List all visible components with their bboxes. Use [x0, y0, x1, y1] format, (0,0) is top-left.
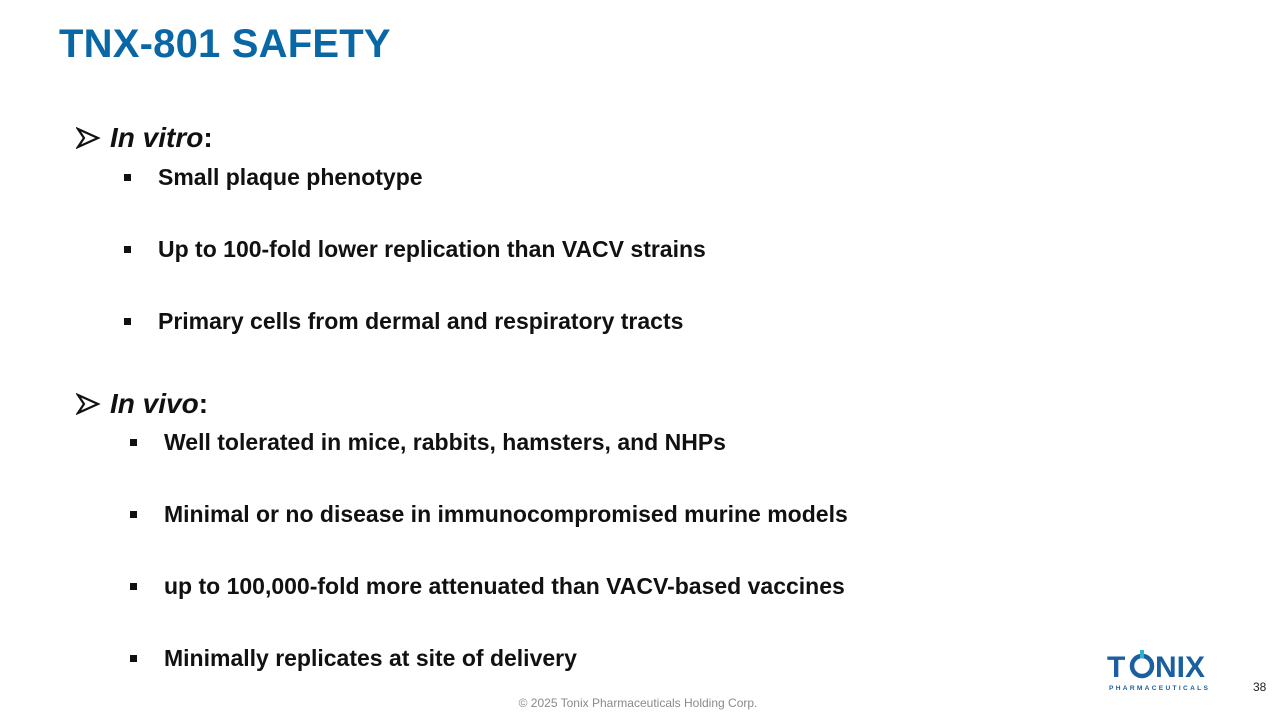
section-heading: [76, 120, 213, 156]
section-heading-text: In vitro: [110, 122, 204, 153]
list-item-text: up to 100,000-fold more attenuated than VACV-based vaccines: [164, 572, 845, 599]
square-bullet-icon: [124, 246, 131, 253]
section-in-vitro: [76, 120, 213, 156]
list-item: [124, 162, 423, 192]
list-item: [130, 427, 726, 457]
section-heading-colon: :: [198, 388, 209, 419]
list-item: [130, 499, 848, 529]
svg-text:PHARMACEUTICALS: PHARMACEUTICALS: [1109, 685, 1211, 692]
square-bullet-icon: [130, 655, 137, 662]
svg-text:NIX: NIX: [1155, 651, 1206, 684]
list-item: [124, 306, 683, 336]
svg-text:T: T: [1107, 651, 1126, 684]
slide-title: TNX-801 SAFETY: [59, 22, 391, 66]
list-item: [130, 571, 845, 601]
section-heading-colon: :: [203, 122, 213, 153]
page-number: 38: [1253, 680, 1267, 694]
list-item-text: Minimal or no disease in immunocompromised murine models: [164, 500, 848, 527]
square-bullet-icon: [124, 318, 131, 325]
list-item-text: Up to 100-fold lower replication than VACV strains: [158, 235, 706, 262]
list-item-text: Primary cells from dermal and respiratory tracts: [158, 307, 684, 334]
copyright-footer: © 2025 Tonix Pharmaceuticals Holding Corp.: [518, 696, 758, 710]
square-bullet-icon: [130, 439, 137, 446]
square-bullet-icon: [130, 511, 137, 518]
list-item: [130, 643, 577, 673]
list-item-text: Minimally replicates at site of delivery: [164, 644, 577, 671]
tonix-logo: [1105, 645, 1220, 693]
list-item-text: Small plaque phenotype: [158, 163, 423, 190]
section-in-vivo: [76, 386, 208, 422]
section-heading: [76, 386, 208, 422]
arrow-bullet-icon: [76, 127, 102, 149]
square-bullet-icon: [124, 174, 131, 181]
list-item-text: Well tolerated in mice, rabbits, hamsters, and NHPs: [164, 428, 726, 455]
arrow-bullet-icon: [76, 393, 102, 415]
section-heading-text: In vivo: [110, 388, 199, 419]
list-item: [124, 234, 706, 264]
square-bullet-icon: [130, 583, 137, 590]
